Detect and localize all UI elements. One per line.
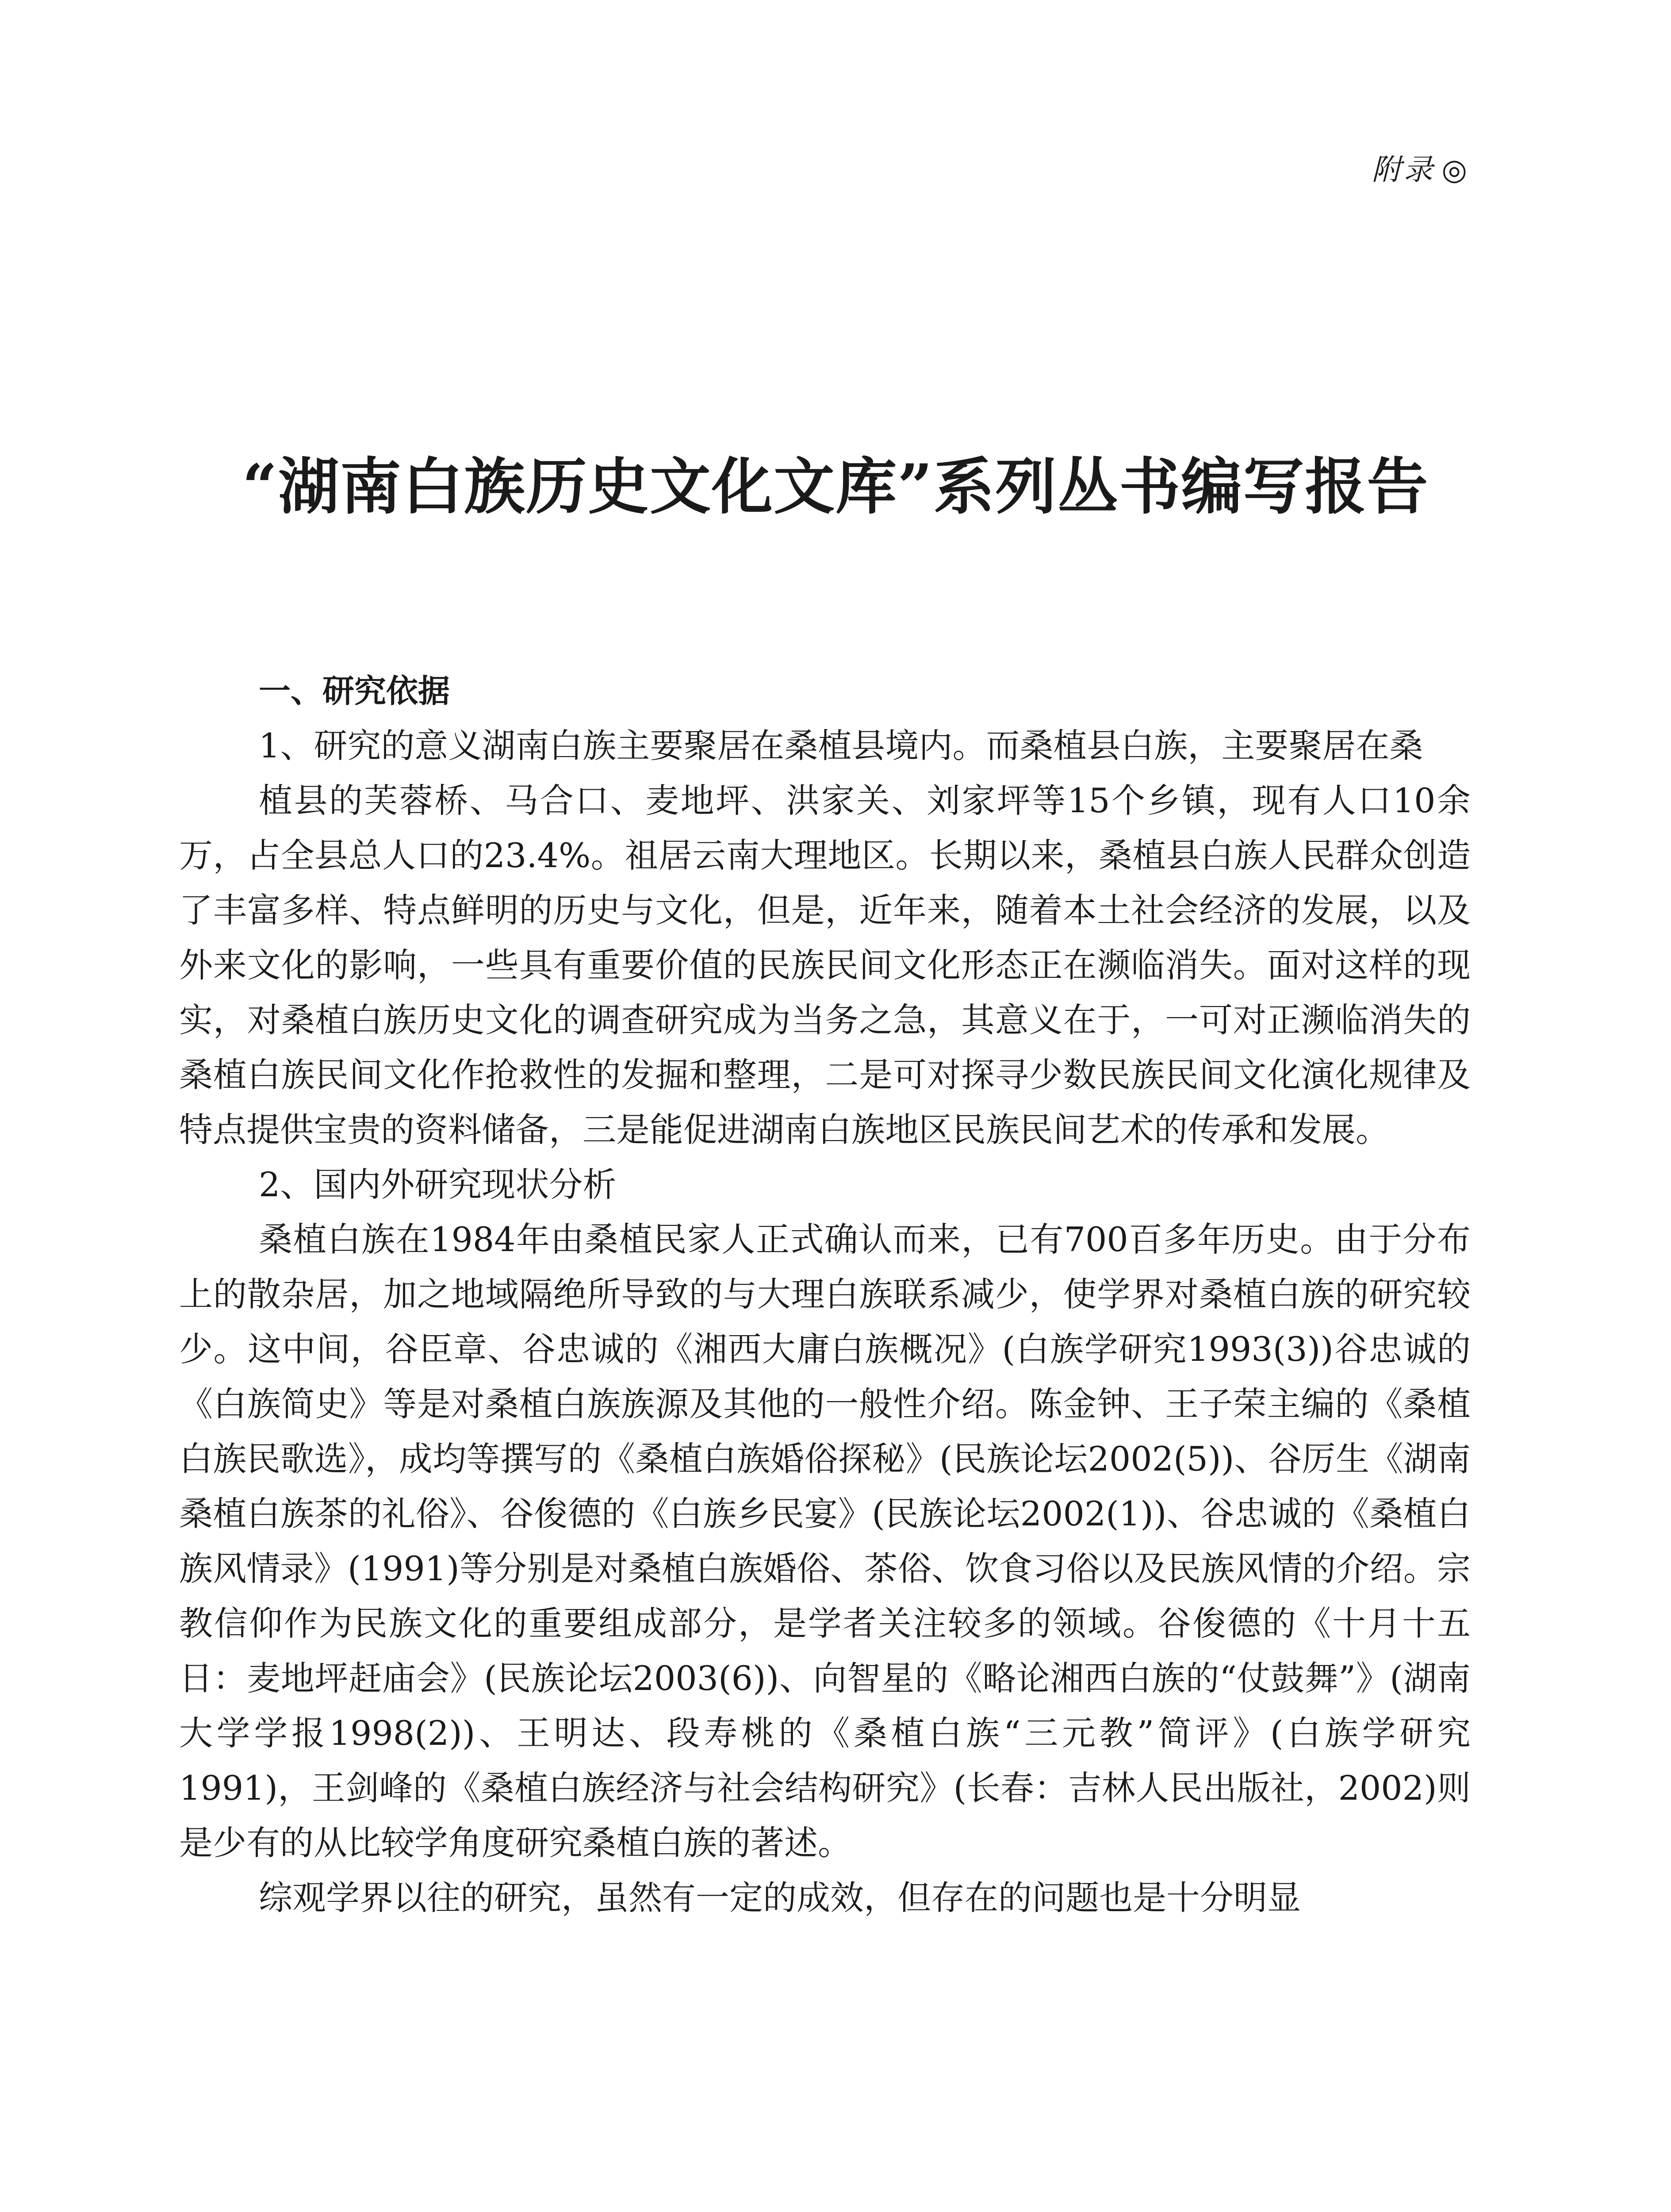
header-mark-icon: ◎ [1441,153,1470,187]
section-heading: 一、研究依据 [259,672,450,710]
paragraph-5: 综观学界以往的研究，虽然有一定的成效，但存在的问题也是十分明显 [259,1878,1301,1917]
paragraph-2: 植县的芙蓉桥、马合口、麦地坪、洪家关、刘家坪等15个乡镇，现有人口10余万，占全县总人口的23.4%。祖居云南大理地区。长期以来，桑植县白族人民群众创造了丰富多样、特点鲜明的历史与文化，但是，近年来，随着本土社会经济的发展，以及外来文化的影响，一些具有重要价值的民族民间文化形态正在濒临消失。面对这样的现实，对桑植白族历史文化的调查研究成为当务之急，其意义在于，一可对正濒临消失的桑植白族民间文化作抢救性的发掘和整理，二是可对探寻少数民族民间文化演化规律及特点提供宝贵的资料储备，三是能促进湖南白族地区民族民间艺术的传承和发展。 [179,781,1471,1149]
running-header [1372,146,1470,188]
page-title: “湖南白族历史文化文库”系列丛书编写报告 [242,450,1429,522]
paragraph-1: 1、研究的意义湖南白族主要聚居在桑植县境内。而桑植县白族，主要聚居在桑 [259,726,1423,765]
body-content [179,664,1471,1925]
header-text: 附录 [1372,153,1436,187]
paragraph-4: 桑植白族在1984年由桑植民家人正式确认而来，已有700百多年历史。由于分布上的散杂居，加之地域隔绝所导致的与大理白族联系减少，使学界对桑植白族的研究较少。这中间，谷臣章、谷忠诚的《湘西大庸白族概况》(白族学研究1993(3))谷忠诚的《白族简史》等是对桑植白族族源及其他的一般性介绍。陈金钟、王子荣主编的《桑植白族民歌选》，成均等撰写的《桑植白族婚俗探秘》(民族论坛2002(5))、谷厉生《湖南桑植白族茶的礼俗》、谷俊德的《白族乡民宴》(民族论坛2002(1))、谷忠诚的《桑植白族风情录》(1991)等分别是对桑植白族婚俗、茶俗、饮食习俗以及民族风情的介绍。宗教信仰作为民族文化的重要组成部分，是学者关注较多的领域。谷俊德的《十月十五日：麦地坪赶庙会》(民族论坛2003(6))、向智星的《略论湘西白族的“仗鼓舞”》(湖南大学学报1998(2))、王明达、段寿桃的《桑植白族“三元教”简评》(白族学研究1991)，王剑峰的《桑植白族经济与社会结构研究》(长春：吉林人民出版社，2002)则是少有的从比较学角度研究桑植白族的著述。 [179,1220,1471,1863]
paragraph-3: 2、国内外研究现状分析 [259,1165,617,1204]
